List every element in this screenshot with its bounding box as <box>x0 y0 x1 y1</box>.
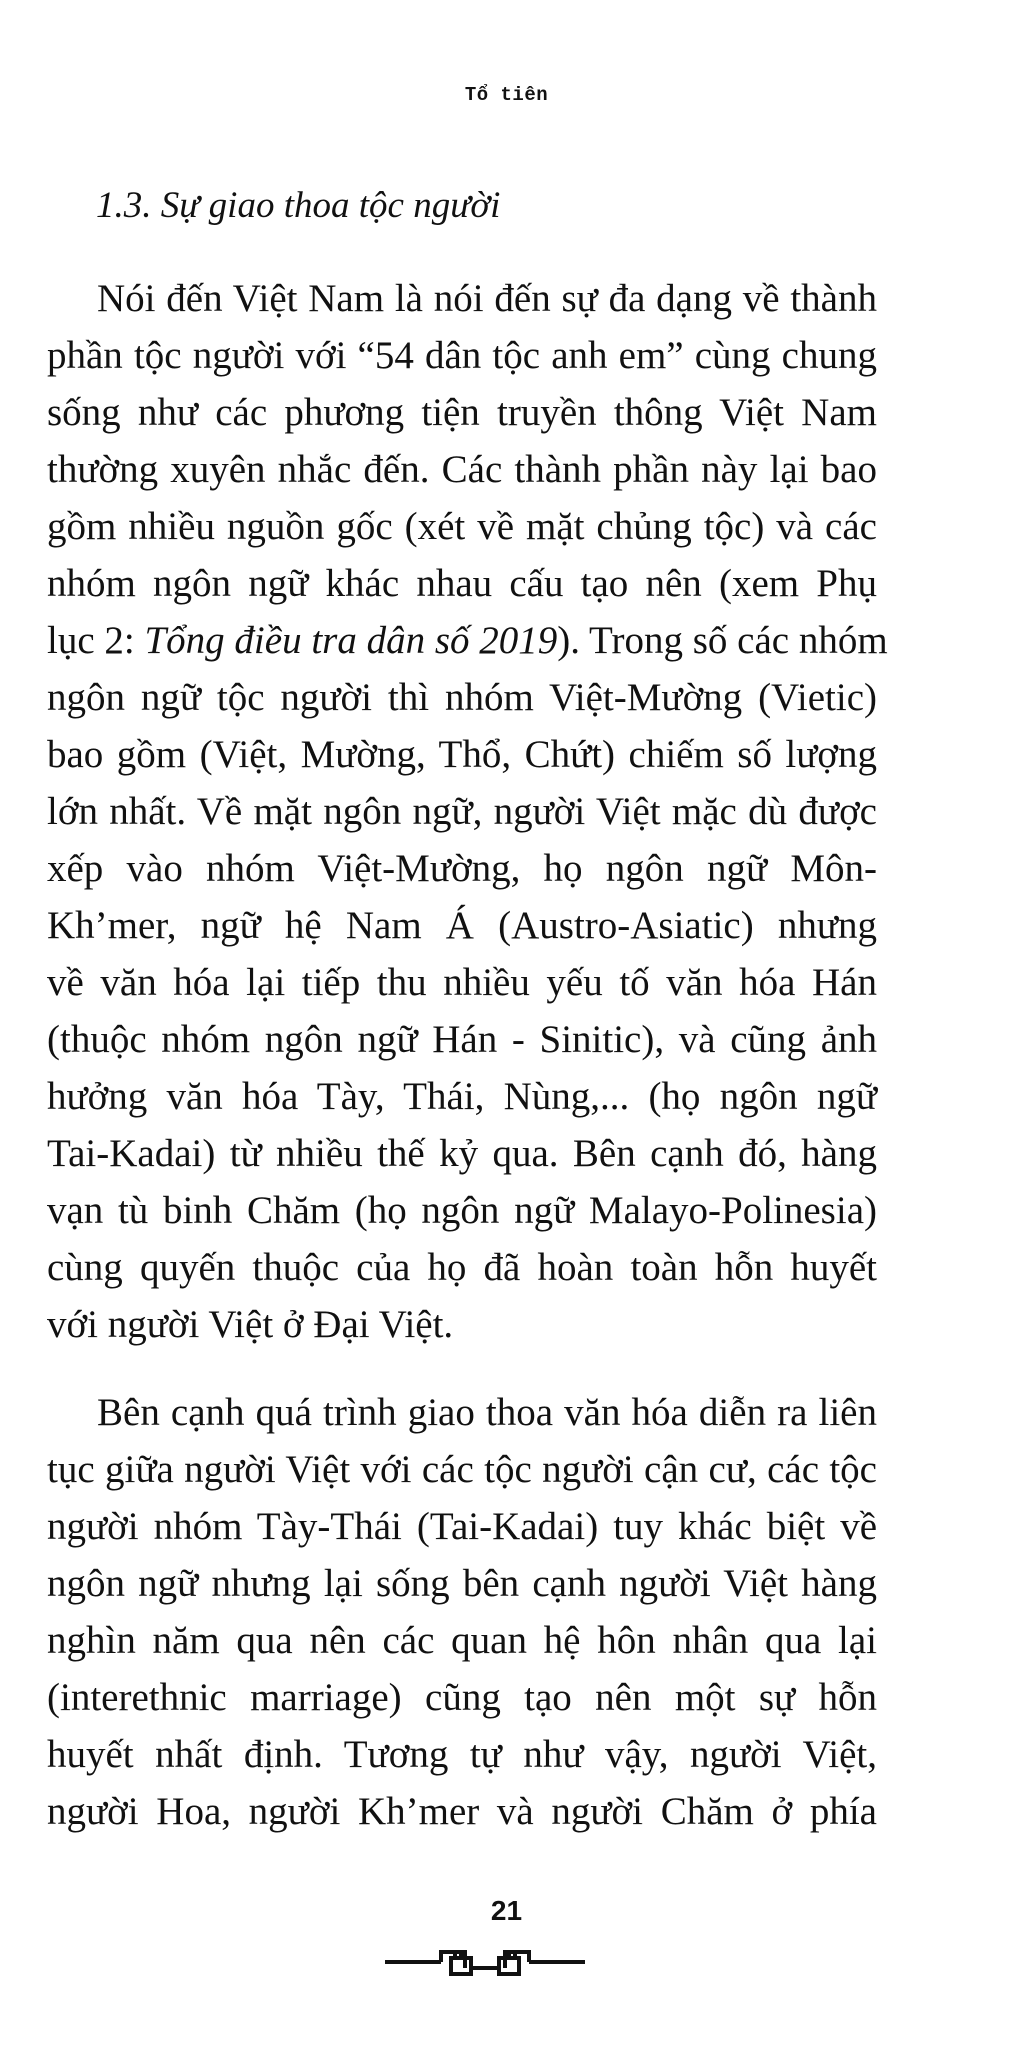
paragraph-cultural-exchange <box>47 1384 877 1840</box>
text-line: (thuộc nhóm ngôn ngữ Hán - Sinitic), và cũng ảnh <box>47 1018 877 1061</box>
text-line: vạn tù binh Chăm (họ ngôn ngữ Malayo-Polinesia) <box>47 1189 877 1232</box>
text-line: (interethnic marriage) cũng tạo nên một sự hỗn <box>47 1676 877 1719</box>
text-line: Kh’mer, ngữ hệ Nam Á (Austro-Asiatic) nhưng <box>47 904 877 947</box>
text-line: thường xuyên nhắc đến. Các thành phần này lại bao <box>47 448 877 491</box>
text-line: sống như các phương tiện truyền thông Việt Nam <box>47 391 877 434</box>
text-line: về văn hóa lại tiếp thu nhiều yếu tố văn hóa Hán <box>47 961 877 1004</box>
text-line: hưởng văn hóa Tày, Thái, Nùng,... (họ ngôn ngữ <box>47 1075 877 1118</box>
citation-suffix: ). Trong số các nhóm <box>557 619 888 662</box>
text-line: bao gồm (Việt, Mường, Thổ, Chứt) chiếm số lượng <box>47 733 877 776</box>
citation-title: Tổng điều tra dân số 2019 <box>144 619 558 662</box>
text-line: huyết nhất định. Tương tự như vậy, người Việt, <box>47 1733 877 1776</box>
section-title: 1.3. Sự giao thoa tộc người <box>96 185 501 226</box>
text-line: Bên cạnh quá trình giao thoa văn hóa diễn ra liên <box>97 1391 877 1434</box>
text-line: gồm nhiều nguồn gốc (xét về mặt chủng tộc) và các <box>47 505 877 548</box>
paragraph-ethnic-diversity <box>47 270 888 1353</box>
text-line: cùng quyến thuộc của họ đã hoàn toàn hỗn huyết <box>47 1246 877 1289</box>
text-line: lớn nhất. Về mặt ngôn ngữ, người Việt mặc dù được <box>47 790 877 833</box>
text-line: người Hoa, người Kh’mer và người Chăm ở phía <box>47 1790 877 1833</box>
text-line-with-citation <box>47 612 888 669</box>
text-line: Tai-Kadai) từ nhiều thế kỷ qua. Bên cạnh đó, hàng <box>47 1132 877 1175</box>
greek-key-divider-icon <box>385 1944 585 1984</box>
page-number: 21 <box>490 1895 523 1926</box>
citation-prefix: lục 2: <box>47 619 145 662</box>
text-line: phần tộc người với “54 dân tộc anh em” cùng chung <box>47 334 877 377</box>
text-line: xếp vào nhóm Việt-Mường, họ ngôn ngữ Môn- <box>47 847 877 890</box>
text-line: tục giữa người Việt với các tộc người cận cư, các tộc <box>47 1448 877 1491</box>
text-line: nhóm ngôn ngữ khác nhau cấu tạo nên (xem Phụ <box>47 562 877 605</box>
text-line: ngôn ngữ tộc người thì nhóm Việt-Mường (Vietic) <box>47 676 877 719</box>
text-line: với người Việt ở Đại Việt. <box>47 1303 454 1346</box>
text-line: nghìn năm qua nên các quan hệ hôn nhân qua lại <box>47 1619 877 1662</box>
text-line: người nhóm Tày-Thái (Tai-Kadai) tuy khác biệt về <box>47 1505 877 1548</box>
running-head: Tổ tiên <box>464 84 549 106</box>
text-line: ngôn ngữ nhưng lại sống bên cạnh người Việt hàng <box>47 1562 877 1605</box>
text-line: Nói đến Việt Nam là nói đến sự đa dạng về thành <box>97 277 877 320</box>
